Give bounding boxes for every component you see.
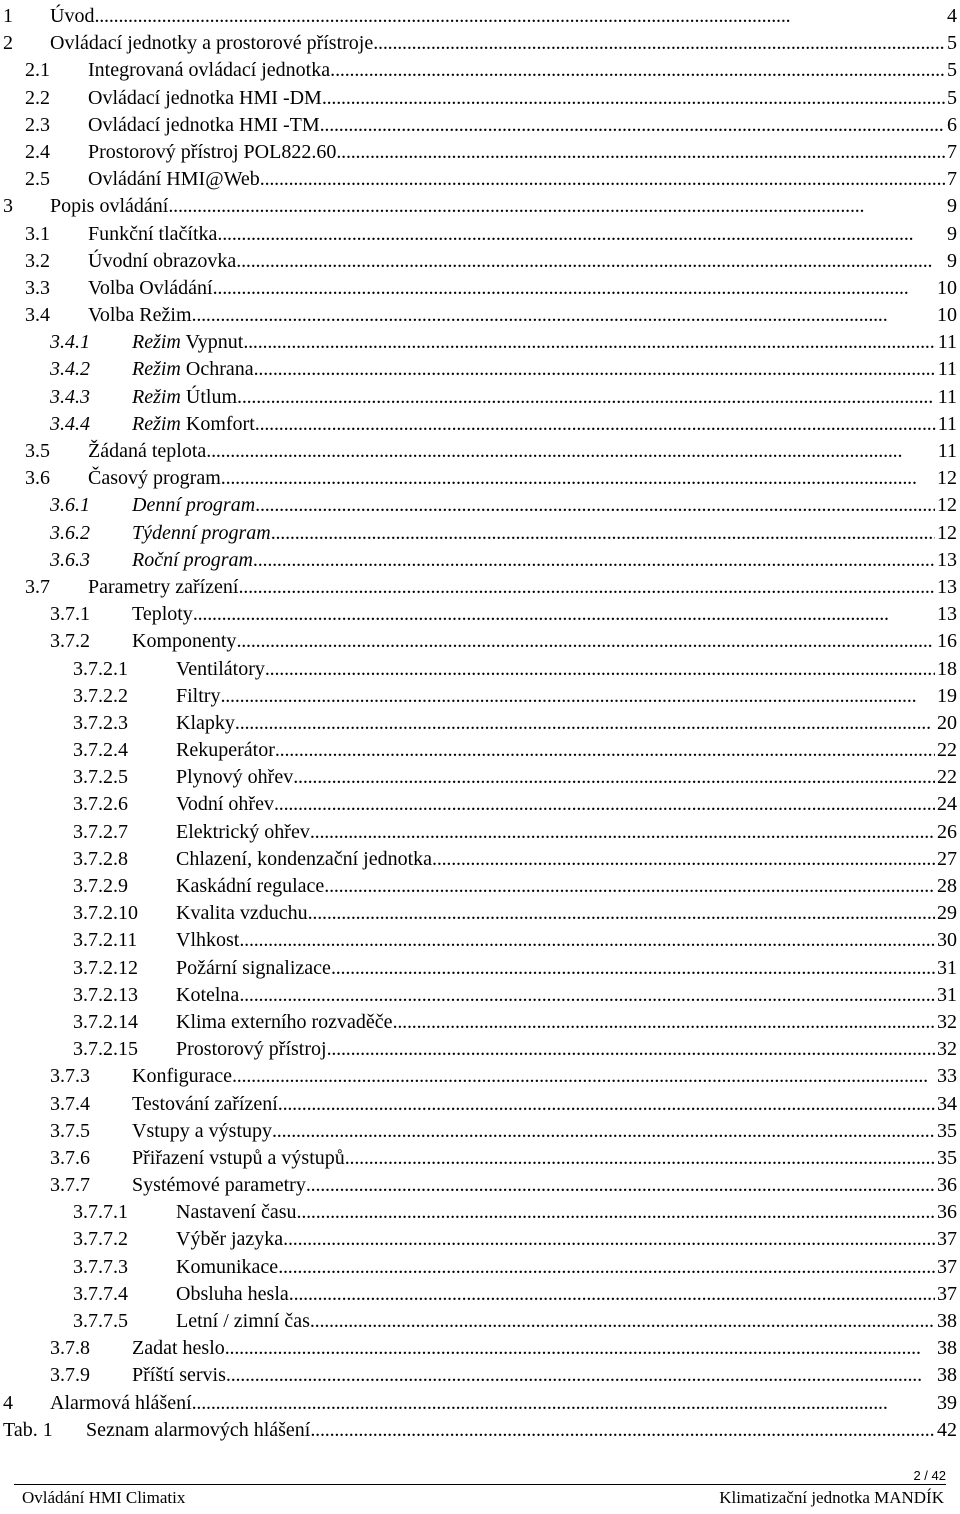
toc-entry[interactable] xyxy=(0,628,960,655)
toc-entry-title-italic: Režim xyxy=(132,331,181,354)
toc-leader-dots xyxy=(324,873,935,900)
toc-entry-title: Příští servis xyxy=(132,1364,226,1387)
toc-entry-page: 11 xyxy=(937,331,957,354)
footer-rule xyxy=(14,1484,946,1485)
toc-entry-page: 31 xyxy=(937,983,957,1006)
toc-entry[interactable] xyxy=(0,710,960,737)
toc-entry[interactable] xyxy=(0,764,960,791)
toc-entry-title: Vlhkost xyxy=(176,929,240,952)
toc-entry-number: 3.4.3 xyxy=(50,385,90,408)
toc-entry-title: Klapky xyxy=(176,711,235,734)
toc-entry-number: 3.7.3 xyxy=(50,1065,90,1088)
toc-entry-page: 5 xyxy=(947,59,957,82)
toc-entry-title: Komunikace xyxy=(176,1255,279,1278)
toc-leader-dots xyxy=(192,302,935,329)
toc-entry-title xyxy=(132,329,243,356)
toc-entry-page: 35 xyxy=(937,1146,957,1169)
toc-leader-dots xyxy=(297,1199,935,1226)
toc-entry-page: 7 xyxy=(947,140,957,163)
toc-entry[interactable] xyxy=(0,411,960,438)
toc-entry[interactable] xyxy=(0,574,960,601)
toc-entry-title: Požární signalizace xyxy=(176,956,331,979)
toc-entry-number: 3.6.1 xyxy=(50,494,90,517)
toc-entry-number: 3.7.4 xyxy=(50,1092,90,1115)
toc-entry-number: 3.3 xyxy=(25,276,50,299)
toc-entry[interactable] xyxy=(0,438,960,465)
toc-entry[interactable] xyxy=(0,57,960,84)
toc-entry-page: 16 xyxy=(937,630,957,653)
toc-entry-page: 5 xyxy=(947,32,957,55)
toc-leader-dots xyxy=(253,547,935,574)
toc-leader-dots xyxy=(221,465,935,492)
toc-leader-dots xyxy=(192,1390,935,1417)
toc-entry-number: 3.7.2.2 xyxy=(73,684,128,707)
toc-entry-page: 27 xyxy=(937,847,957,870)
toc-leader-dots xyxy=(293,764,935,791)
toc-entry-page: 38 xyxy=(937,1310,957,1332)
toc-entry-title: Volba Ovládání xyxy=(88,276,213,299)
toc-leader-dots xyxy=(275,737,935,764)
toc-entry-title-italic: Roční program xyxy=(132,548,253,571)
toc-entry-title-italic: Týdenní program xyxy=(132,521,271,544)
toc-entry-page: 26 xyxy=(937,820,957,843)
toc-entry-number: 3.7.2.6 xyxy=(73,793,128,816)
toc-entry-page: 38 xyxy=(937,1364,957,1387)
toc-entry-title-rest: Komfort xyxy=(180,412,255,435)
toc-leader-dots xyxy=(265,656,935,683)
toc-entry-title-rest: Vypnut xyxy=(180,331,244,354)
toc-entry-title-italic: Režim xyxy=(132,412,181,435)
toc-entry[interactable] xyxy=(0,547,960,574)
toc-entry-page: 30 xyxy=(937,929,957,952)
toc-entry-page: 11 xyxy=(937,358,957,381)
toc-leader-dots xyxy=(94,3,945,30)
toc-entry[interactable] xyxy=(0,221,960,248)
toc-entry-page: 11 xyxy=(937,412,957,435)
toc-entry-title-italic: Režim xyxy=(132,358,181,381)
toc-entry[interactable] xyxy=(0,873,960,900)
toc-entry-page: 37 xyxy=(937,1255,957,1278)
toc-entry-title: Rekuperátor xyxy=(176,739,275,762)
toc-entry-number: 2.1 xyxy=(25,59,50,82)
toc-leader-dots xyxy=(308,900,935,927)
toc-entry-title: Integrovaná ovládací jednotka. xyxy=(88,59,336,82)
toc-leader-dots xyxy=(254,356,936,383)
toc-entry-page: 11 xyxy=(937,385,957,408)
toc-entry-title: Žádaná teplota xyxy=(88,440,207,462)
toc-leader-dots xyxy=(310,819,935,846)
toc-entry-number: 3.7.2.12 xyxy=(73,956,138,979)
toc-entry[interactable] xyxy=(0,1281,960,1308)
toc-leader-dots xyxy=(225,1335,935,1362)
toc-entry-title: Systémové parametry xyxy=(132,1174,306,1197)
toc-entry[interactable] xyxy=(0,601,960,628)
toc-leader-dots xyxy=(393,1009,935,1036)
toc-entry[interactable] xyxy=(0,1362,960,1389)
toc-entry[interactable] xyxy=(0,302,960,329)
footer-left: Ovládání HMI Climatix xyxy=(22,1488,186,1507)
toc-entry-page: 38 xyxy=(937,1337,957,1360)
toc-entry-page: 4 xyxy=(947,5,957,27)
toc-entry-title: Teploty xyxy=(132,603,193,626)
toc-entry-title: Parametry zařízení xyxy=(88,575,239,598)
toc-leader-dots xyxy=(237,384,936,411)
toc-entry-number: 3.7.6 xyxy=(50,1146,90,1169)
toc-leader-dots xyxy=(243,329,935,356)
toc-leader-dots xyxy=(260,166,945,193)
toc-leader-dots xyxy=(235,710,935,737)
toc-entry-title xyxy=(132,384,237,411)
toc-leader-dots xyxy=(373,30,945,57)
toc-entry-title: Testování zařízení xyxy=(132,1092,278,1115)
toc-leader-dots xyxy=(432,846,935,873)
toc-entry-title xyxy=(132,547,253,574)
toc-entry[interactable] xyxy=(0,139,960,166)
toc-entry-number: 3.7.2.9 xyxy=(73,875,128,897)
toc-entry-title: Úvodní obrazovka xyxy=(88,249,237,272)
toc-entry-number: 3.7.2 xyxy=(50,630,90,653)
toc-entry-number: 2.4 xyxy=(25,140,50,163)
toc-entry-page: 36 xyxy=(937,1201,957,1224)
toc-entry-number: 3 xyxy=(3,195,13,218)
toc-entry-page: 36 xyxy=(937,1174,957,1197)
toc-entry-title: Zadat heslo xyxy=(132,1337,225,1360)
toc-leader-dots xyxy=(310,1417,935,1444)
toc-entry-title xyxy=(132,356,254,383)
toc-entry-title: Popis ovládání xyxy=(50,195,169,218)
toc-entry-page: 9 xyxy=(947,222,957,245)
toc-entry-number: 3.6.3 xyxy=(50,548,90,571)
toc-entry[interactable] xyxy=(0,492,960,519)
toc-entry[interactable] xyxy=(0,1036,960,1063)
toc-entry[interactable] xyxy=(0,1172,960,1199)
toc-entry[interactable] xyxy=(0,384,960,411)
toc-leader-dots xyxy=(335,57,945,84)
toc-entry-page: 12 xyxy=(937,494,957,517)
toc-leader-dots xyxy=(255,492,935,519)
toc-entry-number: 3.5 xyxy=(25,440,50,462)
toc-entry-page: 31 xyxy=(937,956,957,979)
toc-leader-dots xyxy=(278,1091,935,1118)
toc-entry-title xyxy=(132,492,255,519)
toc-entry-page: 18 xyxy=(937,657,957,680)
toc-entry-title: Volba Režim xyxy=(88,304,192,327)
toc-entry-page: 22 xyxy=(937,739,957,762)
toc-entry-number: 3.7.2.7 xyxy=(73,820,128,843)
toc-entry-page: 42 xyxy=(937,1418,957,1441)
toc-entry-page: 13 xyxy=(937,575,957,598)
toc-entry[interactable] xyxy=(0,112,960,139)
toc-entry-title: Výběr jazyka xyxy=(176,1228,284,1251)
toc-entry[interactable] xyxy=(0,465,960,492)
toc-entry-page: 12 xyxy=(937,521,957,544)
toc-entry-page: 22 xyxy=(937,766,957,789)
toc-entry[interactable] xyxy=(0,927,960,954)
toc-entry-title: Vodní ohřev xyxy=(176,793,274,816)
toc-entry-number: 3.7.8 xyxy=(50,1337,90,1360)
toc-entry[interactable] xyxy=(0,791,960,818)
toc-entry[interactable] xyxy=(0,737,960,764)
toc-entry-title xyxy=(132,520,271,547)
toc-entry[interactable] xyxy=(0,656,960,683)
toc-entry-title: Prostorový přístroj xyxy=(176,1038,327,1061)
toc-entry-page: 9 xyxy=(947,249,957,272)
toc-entry-number: 3.7.2.15 xyxy=(73,1038,138,1061)
table-of-contents xyxy=(0,3,960,1444)
toc-entry[interactable] xyxy=(0,193,960,220)
toc-entry-title: Prostorový přístroj POL822.60 xyxy=(88,140,337,163)
toc-leader-dots xyxy=(239,927,935,954)
toc-entry-number: 3.7.7.3 xyxy=(73,1255,128,1278)
toc-entry[interactable] xyxy=(0,356,960,383)
footer-right: Klimatizační jednotka MANDÍK xyxy=(719,1488,944,1507)
toc-leader-dots xyxy=(306,1172,935,1199)
toc-entry[interactable] xyxy=(0,846,960,873)
toc-leader-dots xyxy=(226,1362,935,1389)
toc-entry-title: Komponenty xyxy=(132,630,237,653)
toc-leader-dots xyxy=(255,411,936,438)
toc-entry-title: Letní / zimní čas xyxy=(176,1310,310,1332)
toc-entry[interactable] xyxy=(0,1308,960,1335)
toc-entry-title: Seznam alarmových hlášení xyxy=(86,1418,311,1441)
toc-entry-title xyxy=(132,411,255,438)
toc-entry-title: Klima externího rozvaděče xyxy=(176,1010,393,1033)
toc-leader-dots xyxy=(232,1063,935,1090)
toc-entry-number: 3.6 xyxy=(25,467,50,490)
toc-leader-dots xyxy=(310,1308,935,1335)
toc-entry[interactable] xyxy=(0,85,960,112)
toc-leader-dots xyxy=(168,193,945,220)
toc-entry[interactable] xyxy=(0,683,960,710)
toc-entry-page: 37 xyxy=(937,1282,957,1305)
toc-entry-page: 13 xyxy=(937,548,957,571)
toc-entry-number: 3.7.7.4 xyxy=(73,1282,128,1305)
toc-entry-title: Funkční tlačítka xyxy=(88,222,218,245)
toc-entry-title-italic: Denní program xyxy=(132,494,256,517)
toc-entry[interactable] xyxy=(0,520,960,547)
toc-entry-number: 3.7.1 xyxy=(50,603,90,626)
toc-entry[interactable] xyxy=(0,1009,960,1036)
toc-entry-title: Filtry xyxy=(176,684,221,707)
toc-leader-dots xyxy=(278,1254,935,1281)
toc-entry-number: 3.6.2 xyxy=(50,521,90,544)
toc-entry-number: 3.7.9 xyxy=(50,1364,90,1387)
toc-entry-page: 34 xyxy=(937,1092,957,1115)
toc-entry-page: 32 xyxy=(937,1038,957,1061)
toc-entry-title: Ovládací jednotka HMI -DM xyxy=(88,86,322,109)
toc-entry[interactable] xyxy=(0,955,960,982)
toc-entry-number: 2 xyxy=(3,32,13,55)
toc-leader-dots xyxy=(322,85,945,112)
toc-entry-page: 32 xyxy=(937,1010,957,1033)
toc-entry[interactable] xyxy=(0,1118,960,1145)
toc-entry-title: Vstupy a výstupy xyxy=(132,1119,272,1142)
toc-entry-number: Tab. 1 xyxy=(3,1418,53,1441)
toc-entry-title: Plynový ohřev xyxy=(176,766,294,789)
toc-entry[interactable] xyxy=(0,1390,960,1417)
toc-entry-number: 3.1 xyxy=(25,222,50,245)
toc-entry-number: 2.2 xyxy=(25,86,50,109)
toc-leader-dots xyxy=(274,791,935,818)
toc-entry-page: 5 xyxy=(947,86,957,109)
toc-entry[interactable] xyxy=(0,1145,960,1172)
toc-entry-number: 3.7.2.10 xyxy=(73,902,138,925)
toc-entry-page: 12 xyxy=(937,467,957,490)
toc-entry[interactable] xyxy=(0,1091,960,1118)
toc-entry-title: Chlazení, kondenzační jednotka xyxy=(176,847,433,870)
toc-entry-page: 33 xyxy=(937,1065,957,1088)
toc-entry-page: 10 xyxy=(937,276,957,299)
toc-leader-dots xyxy=(272,1118,935,1145)
toc-entry-page: 11 xyxy=(937,440,957,462)
toc-leader-dots xyxy=(193,601,935,628)
toc-leader-dots xyxy=(220,683,935,710)
toc-entry-number: 3.2 xyxy=(25,249,50,272)
toc-entry-page: 9 xyxy=(947,195,957,218)
page-number: 2 / 42 xyxy=(913,1468,946,1483)
toc-entry-number: 3.7.2.13 xyxy=(73,983,138,1006)
toc-entry[interactable] xyxy=(0,1226,960,1253)
toc-entry-number: 3.7.2.11 xyxy=(73,929,138,952)
toc-leader-dots xyxy=(271,520,935,547)
toc-entry[interactable] xyxy=(0,329,960,356)
toc-entry-page: 13 xyxy=(937,603,957,626)
toc-entry-number: 3.7 xyxy=(25,575,50,598)
toc-entry[interactable] xyxy=(0,166,960,193)
toc-entry-number: 3.7.2.1 xyxy=(73,657,128,680)
toc-entry-number: 3.4.1 xyxy=(50,331,90,354)
toc-entry-page: 20 xyxy=(937,711,957,734)
toc-entry-title: Ovládací jednotky a prostorové přístroje xyxy=(50,32,374,55)
toc-leader-dots xyxy=(236,248,945,275)
toc-entry-number: 4 xyxy=(3,1391,13,1414)
toc-entry[interactable] xyxy=(0,3,960,30)
toc-entry-number: 2.5 xyxy=(25,168,50,191)
toc-entry-number: 3.7.2.8 xyxy=(73,847,128,870)
toc-entry-number: 3.7.7.1 xyxy=(73,1201,128,1224)
toc-entry-page: 35 xyxy=(937,1119,957,1142)
toc-leader-dots xyxy=(320,112,945,139)
toc-entry-number: 3.4 xyxy=(25,304,50,327)
toc-entry-page: 10 xyxy=(937,304,957,327)
toc-entry-number: 3.7.7.2 xyxy=(73,1228,128,1251)
toc-entry-title: Přiřazení vstupů a výstupů xyxy=(132,1146,345,1169)
toc-entry-title: Kvalita vzduchu xyxy=(176,902,308,925)
toc-entry[interactable] xyxy=(0,1335,960,1362)
toc-entry-number: 3.7.2.3 xyxy=(73,711,128,734)
toc-entry-number: 3.7.7.5 xyxy=(73,1310,128,1332)
toc-entry-title-rest: Ochrana xyxy=(180,358,254,381)
toc-entry[interactable] xyxy=(0,982,960,1009)
toc-entry-page: 39 xyxy=(937,1391,957,1414)
toc-entry-page: 24 xyxy=(937,793,957,816)
toc-leader-dots xyxy=(239,982,935,1009)
toc-entry[interactable] xyxy=(0,1063,960,1090)
toc-leader-dots xyxy=(289,1281,935,1308)
toc-entry[interactable] xyxy=(0,819,960,846)
toc-entry-title: Úvod xyxy=(50,5,95,27)
toc-entry-title: Elektrický ohřev xyxy=(176,820,310,843)
toc-entry[interactable] xyxy=(0,1417,960,1444)
toc-entry-number: 3.7.7 xyxy=(50,1174,90,1197)
toc-entry-page: 19 xyxy=(937,684,957,707)
toc-entry-title-italic: Režim xyxy=(132,385,181,408)
toc-entry-number: 1 xyxy=(3,5,13,27)
toc-entry-number: 3.4.2 xyxy=(50,358,90,381)
toc-entry[interactable] xyxy=(0,30,960,57)
toc-leader-dots xyxy=(238,574,935,601)
toc-entry-page: 6 xyxy=(947,113,957,136)
toc-entry-title: Ventilátory xyxy=(176,657,265,680)
toc-entry-title: Kotelna xyxy=(176,983,240,1006)
toc-leader-dots xyxy=(336,139,945,166)
toc-entry[interactable] xyxy=(0,248,960,275)
toc-leader-dots xyxy=(331,955,935,982)
toc-leader-dots xyxy=(283,1226,935,1253)
toc-leader-dots xyxy=(217,221,945,248)
toc-entry-page: 37 xyxy=(937,1228,957,1251)
toc-entry-title: Nastavení času xyxy=(176,1201,297,1224)
toc-entry[interactable] xyxy=(0,275,960,302)
toc-entry-page: 28 xyxy=(937,875,957,897)
toc-entry-number: 3.7.2.4 xyxy=(73,739,128,762)
toc-entry-title: Ovládací jednotka HMI -TM xyxy=(88,113,320,136)
toc-entry-page: 29 xyxy=(937,902,957,925)
toc-entry-title: Konfigurace xyxy=(132,1065,232,1088)
toc-entry-title-rest: Útlum xyxy=(180,385,238,408)
toc-leader-dots xyxy=(206,438,935,465)
toc-entry-number: 2.3 xyxy=(25,113,50,136)
toc-entry-page: 7 xyxy=(947,168,957,191)
toc-entry-number: 3.7.2.5 xyxy=(73,766,128,789)
toc-entry-title: Časový program xyxy=(88,467,221,490)
toc-entry-title: Ovládání HMI@Web xyxy=(88,168,260,191)
toc-leader-dots xyxy=(236,628,935,655)
toc-entry[interactable] xyxy=(0,1199,960,1226)
toc-leader-dots xyxy=(345,1145,935,1172)
toc-entry[interactable] xyxy=(0,1254,960,1281)
toc-leader-dots xyxy=(213,275,935,302)
toc-entry[interactable] xyxy=(0,900,960,927)
toc-entry-title: Obsluha hesla xyxy=(176,1282,289,1305)
toc-entry-title: Kaskádní regulace xyxy=(176,875,325,897)
toc-entry-number: 3.7.5 xyxy=(50,1119,90,1142)
toc-entry-number: 3.4.4 xyxy=(50,412,90,435)
toc-entry-number: 3.7.2.14 xyxy=(73,1010,138,1033)
toc-leader-dots xyxy=(327,1036,935,1063)
toc-entry-title: Alarmová hlášení xyxy=(50,1391,192,1414)
